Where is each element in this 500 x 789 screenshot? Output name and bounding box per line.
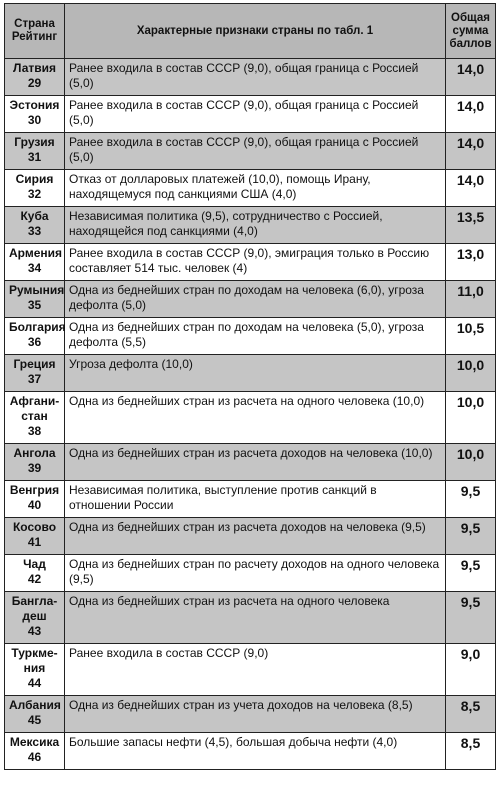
table-row (5, 555, 496, 592)
country-rank: 33 (27, 224, 42, 238)
table-row (5, 355, 496, 392)
country-name: Сирия (15, 172, 54, 186)
country-name: Эстония (9, 98, 60, 112)
total-score-cell: 13,5 (446, 207, 496, 244)
country-name: Ангола (13, 446, 56, 460)
total-score-cell: 14,0 (446, 133, 496, 170)
table-row (5, 444, 496, 481)
country-cell (5, 281, 65, 318)
table-row (5, 644, 496, 696)
country-name: Афгани- стан (9, 394, 60, 423)
features-cell: Отказ от долларовых платежей (10,0), помощь Ирану, находящемуся под санкциями США (4,0) (65, 170, 446, 207)
features-cell: Угроза дефолта (10,0) (65, 355, 446, 392)
country-rank: 38 (27, 424, 42, 438)
country-name: Греция (13, 357, 56, 371)
total-score-cell: 9,5 (446, 518, 496, 555)
country-name: Грузия (14, 135, 55, 149)
header-total-score: Общая сумма баллов (446, 4, 496, 59)
table-row (5, 96, 496, 133)
table-row (5, 318, 496, 355)
table-row (5, 392, 496, 444)
country-rank: 43 (27, 624, 42, 638)
total-score-cell: 8,5 (446, 733, 496, 770)
features-cell: Ранее входила в состав СССР (9,0), общая граница с Россией (5,0) (65, 59, 446, 96)
total-score-cell: 10,5 (446, 318, 496, 355)
country-rank: 42 (27, 572, 42, 586)
rating-table (4, 3, 496, 770)
country-name: Чад (23, 557, 46, 571)
table-row (5, 170, 496, 207)
features-cell: Одна из беднейших стран из расчета на одного человека (65, 592, 446, 644)
table-row (5, 133, 496, 170)
header-features: Характерные признаки страны по табл. 1 (65, 4, 446, 59)
country-cell (5, 59, 65, 96)
total-score-cell: 10,0 (446, 355, 496, 392)
country-name: Армения (9, 246, 63, 260)
features-cell: Одна из беднейших стран по доходам на человека (5,0), угроза дефолта (5,5) (65, 318, 446, 355)
features-cell: Одна из беднейших стран из расчета доходов на человека (9,5) (65, 518, 446, 555)
features-cell: Ранее входила в состав СССР (9,0), общая граница с Россией (5,0) (65, 133, 446, 170)
country-rank: 30 (27, 113, 42, 127)
country-cell (5, 244, 65, 281)
country-cell (5, 644, 65, 696)
total-score-cell: 11,0 (446, 281, 496, 318)
country-rank: 29 (27, 76, 42, 90)
country-cell (5, 392, 65, 444)
table-body (5, 59, 496, 770)
table-row (5, 207, 496, 244)
total-score-cell: 9,5 (446, 481, 496, 518)
table-row (5, 481, 496, 518)
table-row (5, 733, 496, 770)
total-score-cell: 10,0 (446, 392, 496, 444)
country-rank: 32 (27, 187, 42, 201)
country-name: Косово (12, 520, 57, 534)
country-rank: 35 (27, 298, 42, 312)
total-score-cell: 14,0 (446, 96, 496, 133)
features-cell: Одна из беднейших стран по доходам на человека (6,0), угроза дефолта (5,0) (65, 281, 446, 318)
total-score-cell: 9,0 (446, 644, 496, 696)
country-cell (5, 696, 65, 733)
country-cell (5, 592, 65, 644)
country-name: Мексика (9, 735, 60, 749)
features-cell: Ранее входила в состав СССР (9,0), общая граница с Россией (5,0) (65, 96, 446, 133)
total-score-cell: 8,5 (446, 696, 496, 733)
table-row (5, 281, 496, 318)
features-cell: Одна из беднейших стран из расчета на одного человека (10,0) (65, 392, 446, 444)
country-name: Румыния (9, 283, 65, 297)
total-score-cell: 9,5 (446, 592, 496, 644)
table-row (5, 592, 496, 644)
features-cell: Одна из беднейших стран из учета доходов на человека (8,5) (65, 696, 446, 733)
total-score-cell: 14,0 (446, 170, 496, 207)
total-score-cell: 9,5 (446, 555, 496, 592)
country-cell (5, 444, 65, 481)
country-rank: 44 (27, 676, 42, 690)
country-rank: 41 (27, 535, 42, 549)
country-rank: 46 (27, 750, 42, 764)
country-cell (5, 96, 65, 133)
country-cell (5, 170, 65, 207)
features-cell: Одна из беднейших стран из расчета доходов на человека (10,0) (65, 444, 446, 481)
country-name: Туркме- ния (11, 646, 58, 675)
country-cell (5, 207, 65, 244)
country-name: Болгария (9, 320, 66, 334)
total-score-cell: 10,0 (446, 444, 496, 481)
country-name: Латвия (12, 61, 57, 75)
country-cell (5, 481, 65, 518)
country-cell (5, 518, 65, 555)
features-cell: Ранее входила в состав СССР (9,0), эмиграция только в Россию составляет 514 тыс. человек (4) (65, 244, 446, 281)
country-rank: 40 (27, 498, 42, 512)
features-cell: Большие запасы нефти (4,5), большая добыча нефти (4,0) (65, 733, 446, 770)
table-row (5, 696, 496, 733)
table-row (5, 244, 496, 281)
features-cell: Одна из беднейших стран по расчету доходов на одного человека (9,5) (65, 555, 446, 592)
country-rank: 37 (27, 372, 42, 386)
country-cell (5, 355, 65, 392)
features-cell: Независимая политика (9,5), сотрудничество с Россией, находящейся под санкциями (4,0) (65, 207, 446, 244)
country-name: Куба (20, 209, 49, 223)
country-rank: 45 (27, 713, 42, 727)
country-rank: 34 (27, 261, 42, 275)
country-cell (5, 318, 65, 355)
table-row (5, 59, 496, 96)
table-row (5, 518, 496, 555)
features-cell: Независимая политика, выступление против санкций в отношении России (65, 481, 446, 518)
header-country-rank: Страна Рейтинг (5, 4, 65, 59)
country-rank: 39 (27, 461, 42, 475)
features-cell: Ранее входила в состав СССР (9,0) (65, 644, 446, 696)
country-rank: 36 (27, 335, 42, 349)
country-cell (5, 133, 65, 170)
total-score-cell: 13,0 (446, 244, 496, 281)
country-name: Албания (9, 698, 61, 712)
country-name: Бангла- деш (11, 594, 58, 623)
total-score-cell: 14,0 (446, 59, 496, 96)
country-cell (5, 733, 65, 770)
table-header-row (5, 4, 496, 59)
country-rank: 31 (27, 150, 42, 164)
country-name: Венгрия (9, 483, 60, 497)
country-cell (5, 555, 65, 592)
